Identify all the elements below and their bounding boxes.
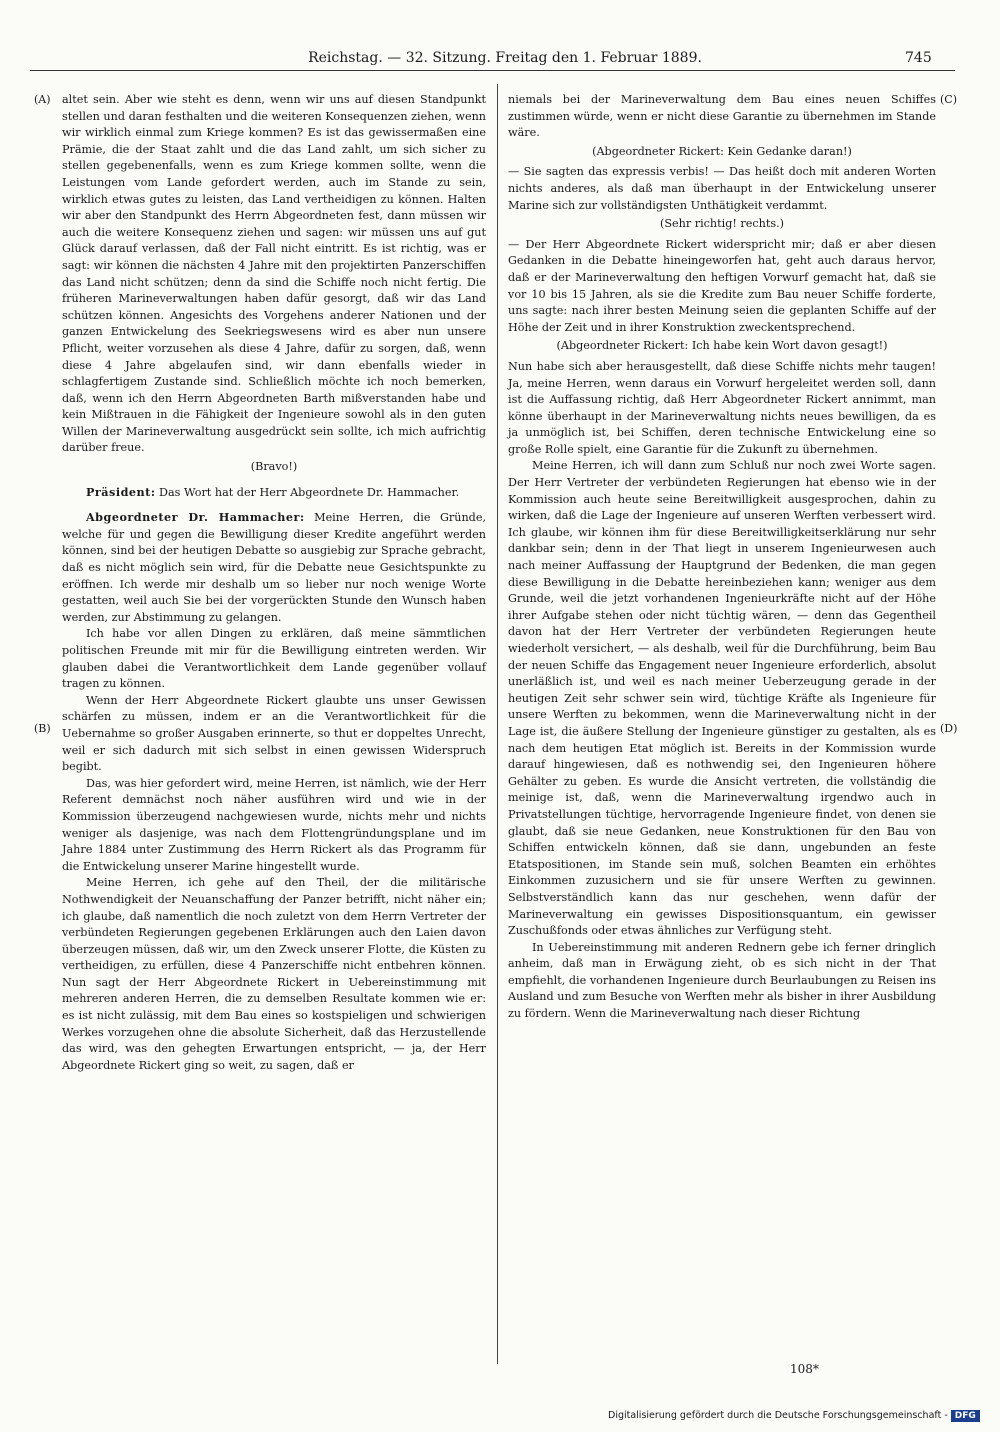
paragraph: — Der Herr Abgeordnete Rickert widerspricht mir; daß er aber diesen Gedanken in die Debatte hineingeworfen hat, geht auch daraus hervor, daß er der Marineverwaltung den heftigen Vorwurf gemacht hat, daß sie vor 10 bis 15 Jahren, als sie die Kredite zum Bau neuer Schiffe forderte, uns sagte: nach ihrer besten Meinung seien die geplanten Schiffe auf der Höhe der Zeit und in ihrer Konstruktion zweckentsprechend.	[508, 237, 936, 334]
margin-marker-d: (D)	[940, 722, 958, 735]
paragraph: Wenn der Herr Abgeordnete Rickert glaubte uns unser Gewissen schärfen zu müssen, indem er an die Verantwortlichkeit für die Uebernahme so großer Ausgaben erinnerte, so thut er doppeltes Unrecht, weil er sich dadurch mit sich selbst in einen gewissen Widerspruch begibt.	[62, 693, 486, 774]
column-divider	[497, 84, 498, 1364]
paragraph: Meine Herren, die Gründe, welche für und gegen die Bewilligung dieser Kredite angeführt werden können, sind bei der heutigen Debatte so ausgiebig zur Sprache gebracht, daß es nicht möglich sein wird, für die Debatte neue Gesichtspunkte zu eröffnen. Ich werde mir deshalb um so lieber nur noch wenige Worte gestatten, weil auch Sie bei der vorgerückten Stunde den Wunsch haben werden, zur Abstimmung zu gelangen.	[62, 511, 487, 624]
speaker-label: Abgeordneter Dr. Hammacher:	[86, 510, 305, 525]
header-rule	[30, 70, 955, 71]
interjection: (Abgeordneter Rickert: Ich habe kein Wort davon gesagt!)	[556, 339, 888, 353]
paragraph: Meine Herren, ich gehe auf den Theil, der die militärische Nothwendigkeit der Neuanschaffung der Panzer betrifft, nicht näher ein; ich glaube, daß namentlich die noch zuletzt von dem Herrn Vertreter der verbündeten Regierungen gegebenen Erklärungen auch den Laien davon überzeugen müssen, daß wir, um den Zweck unserer Flotte, die Küsten zu vertheidigen, zu erfüllen, diese 4 Panzerschiffe nicht entbehren können. Nun sagt der Herr Abgeordnete Rickert in Uebereinstimmung mit mehreren anderen Herren, die zu demselben Resultate kommen wie er: es ist nicht zulässig, mit dem Bau eines so kostspieligen und schwierigen Werkes vorzugehen ohne die absolute Sicherheit, daß das Herzustellende das wird, was den gehegten Erwartungen entspricht, — ja, der Herr Abgeordnete Rickert ging so weit, zu sagen, daß er	[62, 876, 486, 1072]
interjection: (Sehr richtig! rechts.)	[659, 217, 785, 231]
paragraph: Nun habe sich aber herausgestellt, daß diese Schiffe nichts mehr taugen! Ja, meine Herren, wenn daraus ein Vorwurf hergeleitet werden soll, dann ist die Auffassung richtig, daß Herr Abgeordneter Rickert annimmt, man könne überhaupt in der Marineverwaltung nichts neues bewilligen, da es ja unmöglich ist, bei Schiffen, deren technische Entwickelung eine so große Rolle spielt, eine Garantie für die Zukunft zu übernehmen.	[508, 359, 936, 456]
margin-marker-a: (A)	[34, 93, 51, 106]
interjection: (Bravo!)	[250, 460, 298, 474]
paragraph: Ich habe vor allen Dingen zu erklären, daß meine sämmtlichen politischen Freunde mit mir für die Bewilligung eintreten werden. Wir glauben dabei die Verantwortlichkeit dem Lande gegenüber vollauf tragen zu können.	[62, 627, 486, 691]
paragraph: Das, was hier gefordert wird, meine Herren, ist nämlich, wie der Herr Referent demnächst noch näher ausführen wird und wie in der Kommission überzeugend nachgewiesen wurde, nichts mehr und nichts weniger als dasjenige, was nach dem Flottengründungsplane und im Jahre 1884 unter Zustimmung des Herrn Rickert als das Programm für die Entwickelung unserer Marine hingestellt wurde.	[62, 776, 486, 873]
left-column	[62, 92, 486, 1074]
running-header: Reichstag. — 32. Sitzung. Freitag den 1. Februar 1889.	[308, 50, 702, 66]
interjection: (Abgeordneter Rickert: Kein Gedanke daran!)	[592, 144, 852, 158]
paragraph: In Uebereinstimmung mit anderen Rednern gebe ich ferner dringlich anheim, daß man in Erwägung zieht, ob es sich nicht in der That empfiehlt, die vorhandenen Ingenieure durch Beurlaubungen zu Reisen ins Ausland und zum Besuche von Werften mehr als bisher in ihrer Ausbildung zu fördern. Wenn die Marineverwaltung nach dieser Richtung	[508, 940, 936, 1021]
dfg-logo: DFG	[951, 1410, 980, 1422]
page-number: 745	[905, 50, 932, 66]
paragraph: — Sie sagten das expressis verbis! — Das heißt doch mit anderen Worten nichts anderes, als daß man überhaupt in der Entwickelung unserer Marine sich zur vollständigsten Unthätigkeit verdammt.	[508, 165, 936, 212]
margin-marker-b: (B)	[34, 722, 51, 735]
footer-text: Digitalisierung gefördert durch die Deutsche Forschungsgemeinschaft -	[608, 1410, 948, 1421]
signature-mark: 108*	[790, 1362, 819, 1376]
margin-marker-c: (C)	[940, 93, 957, 106]
president-label: Präsident:	[86, 484, 156, 499]
paragraph: Meine Herren, ich will dann zum Schluß nur noch zwei Worte sagen. Der Herr Vertreter der verbündeten Regierungen hat ebenso wie in der Kommission auch heute seine Bereitwilligkeit ausgesprochen, dahin zu wirken, daß die Lage der Ingenieure auf unseren Werften verbessert wird. Ich glaube, wir können ihm für diese Bereitwilligkeitserklärung nur sehr dankbar sein; denn in der That liegt in unserem Ingenieurwesen auch nach meiner Auffassung der Hauptgrund der Bedenken, die man gegen diese Bewilligung in die Debatte hereinbeziehen kann; weniger aus dem Grunde, weil die jetzt vorhandenen Ingenieurkräfte nicht auf der Höhe ihrer Aufgabe stehen oder nicht tüchtig wären, — denn das Gegentheil davon hat der Herr Vertreter der verbündeten Regierungen heute wiederholt versichert, — als deshalb, weil für die Durchführung, beim Bau der neuen Schiffe das Engagement neuer Ingenieure erforderlich, absolut unerläßlich ist, und weil es nach meiner Ueberzeugung gerade in der heutigen Zeit sehr schwer sein wird, tüchtige Kräfte als Ingenieure für unsere Werften zu bekommen, wenn die Marineverwaltung nicht in der Lage ist, die äußere Stellung der Ingenieure günstiger zu gestalten, als es nach dem heutigen Etat möglich ist. Bereits in der Kommission wurde darauf hingewiesen, daß es nothwendig sei, den Ingenieuren höhere Gehälter zu geben. Es wurde die Ansicht vertreten, die vollständig die meinige ist, daß, wenn die Marineverwaltung irgendwo auch in Privatstellungen tüchtige, hervorragende Ingenieure findet, von denen sie glaubt, daß sie neue Gedanken, neue Konstruktionen für den Bau von Schiffen entwickeln können, daß sie dann, ungebunden an feste Etatspositionen, im Stande sein muß, solchen Beamten ein erhöhtes Einkommen zuzusichern und sie für unsere Werften zu gewinnen. Selbstverständlich kann das nur geschehen, wenn dafür der Marineverwaltung ein gewisses Dispositionsquantum, ein gewisser Zuschußfonds oder etwas ähnliches zur Verfügung steht.	[508, 459, 936, 938]
paragraph: Das Wort hat der Herr Abgeordnete Dr. Hammacher.	[159, 485, 460, 499]
footer	[608, 1410, 980, 1422]
paragraph: niemals bei der Marineverwaltung dem Bau eines neuen Schiffes zustimmen würde, wenn er nicht diese Garantie zu übernehmen im Stande wäre.	[508, 93, 936, 140]
right-column	[508, 92, 936, 1023]
paragraph: altet sein. Aber wie steht es denn, wenn wir uns auf diesen Standpunkt stellen und daran festhalten und die weiteren Konsequenzen ziehen, wenn wir wirklich einmal zum Kriege kommen? Es ist das gewissermaßen eine Prämie, die der Staat zahlt und die das Land zahlt, um sich sicher zu stellen gegebenenfalls, wenn es zum Kriege kommen sollte, wenn die Leistungen vom Lande gefordert werden, auch im Stande zu sein, wirklich etwas gutes zu leisten, das Land vertheidigen zu können. Halten wir aber den Standpunkt des Herrn Abgeordneten fest, dann müssen wir auch die weitere Konsequenz ziehen und sagen: wir müssen uns auf gut Glück darauf verlassen, daß der Fall nicht eintritt. Es ist richtig, was er sagt: wir können die nächsten 4 Jahre mit den projektirten Panzerschiffen das Land nicht schützen; denn da sind die Schiffe noch nicht fertig. Die früheren Marineverwaltungen haben dafür gesorgt, daß wir das Land schützen können. Angesichts des Vorgehens anderer Nationen und der ganzen Entwickelung des Seekriegswesens wird es aber nun unsere Pflicht, weiter vorzusehen als diese 4 Jahre, dafür zu sorgen, daß, wenn diese 4 Jahre abgelaufen sind, wir dann ebenfalls wieder in schlagfertigem Zustande sind. Schließlich möchte ich noch bemerken, daß, wenn ich den Herrn Abgeordneten Barth mißverstanden habe und kein Mißtrauen in die Fähigkeit der Ingenieure sowohl als in den guten Willen der Marineverwaltung ausgedrückt sein sollte, ich mich aufrichtig darüber freue.	[62, 93, 486, 455]
